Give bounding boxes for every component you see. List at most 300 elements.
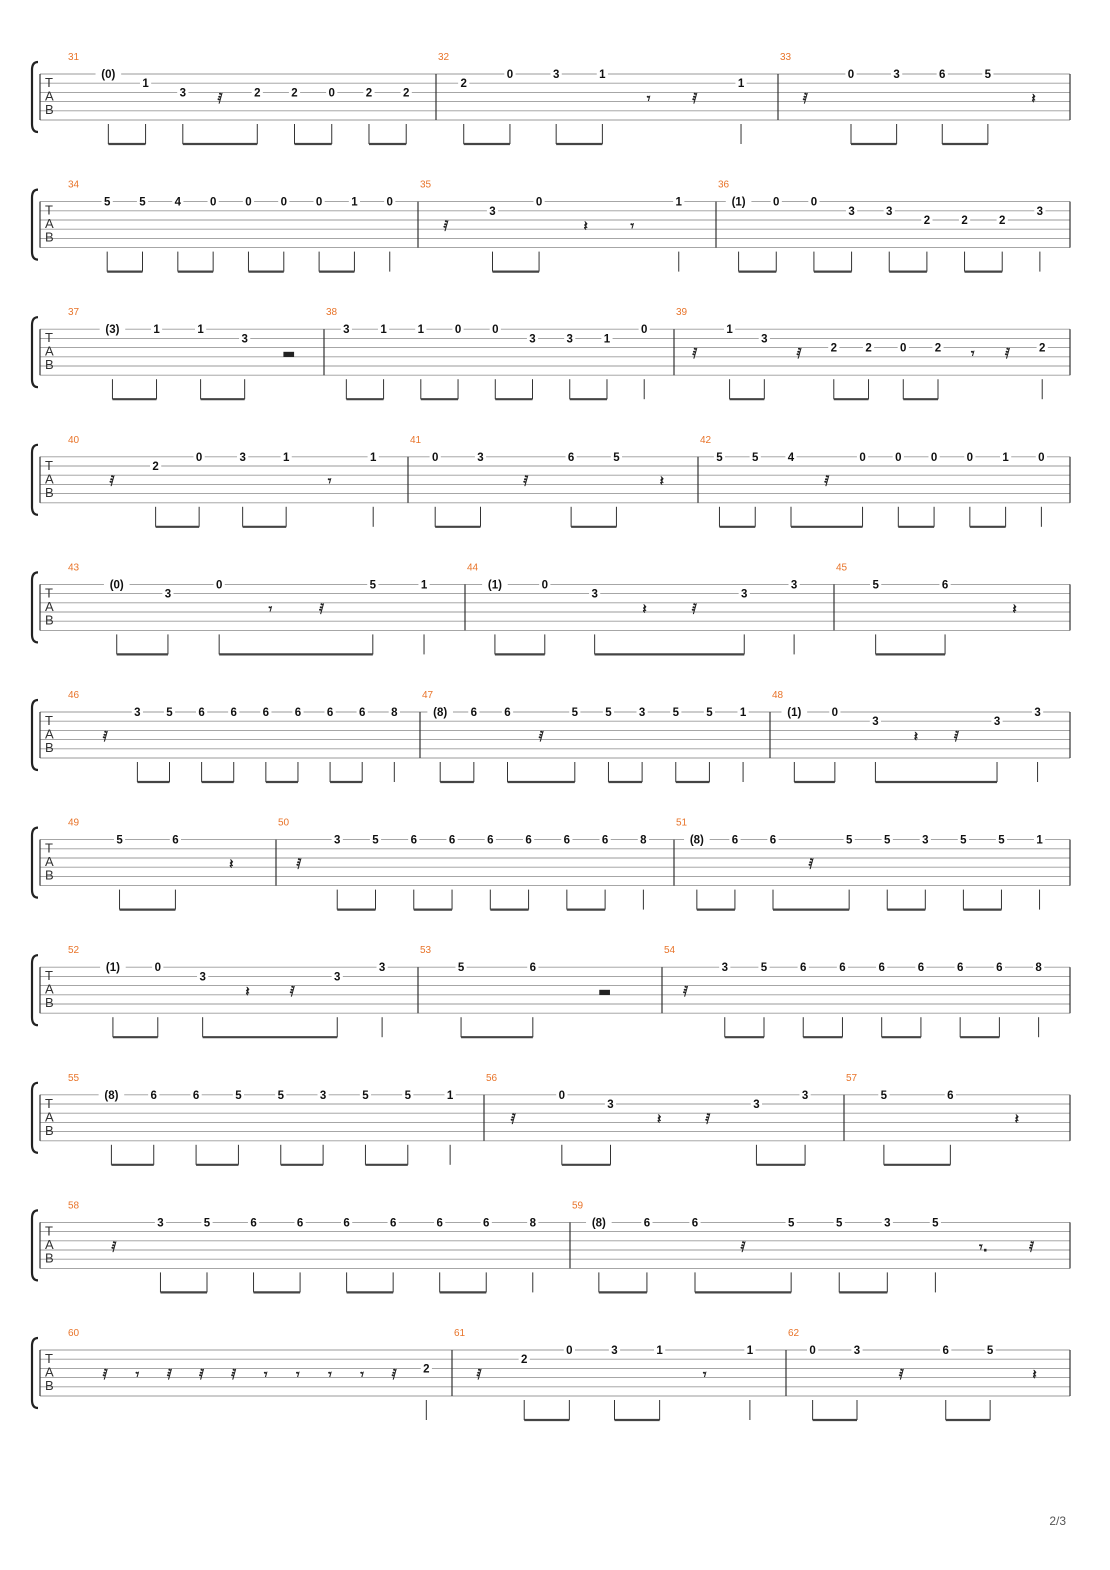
fret-number: 1 (603, 333, 611, 346)
fret-number: 6 (567, 451, 575, 464)
fret-number: 1 (197, 324, 204, 337)
tab-clef-letter: B (45, 357, 54, 373)
tab-clef-letter: B (45, 1378, 54, 1393)
fret-number: 5 (613, 451, 620, 464)
rest-symbol: 𝅀 (808, 856, 814, 873)
tab-clef-letter: B (45, 1122, 54, 1138)
fret-number: 0 (900, 342, 907, 355)
fret-number: 6 (470, 707, 478, 719)
fret-number: 1 (1036, 834, 1043, 847)
fret-number: 5 (139, 196, 146, 209)
tab-clef-letter: T (45, 840, 53, 856)
fret-number: 6 (389, 1217, 397, 1230)
measure-35 (420, 180, 716, 272)
fret-number: 5 (845, 834, 853, 847)
fret-number: 2 (934, 342, 942, 355)
fret-number: 5 (235, 1089, 242, 1102)
measure-37 (68, 307, 324, 399)
system-bracket (32, 700, 38, 770)
tab-clef-letter: A (45, 726, 54, 742)
fret-number: 6 (410, 834, 417, 847)
rest-symbol: ▬ (282, 346, 296, 363)
measure-46 (68, 690, 420, 782)
fret-number: 0 (831, 707, 839, 719)
fret-number: 3 (893, 69, 900, 81)
fret-number: 6 (525, 834, 532, 847)
fret-number: 5 (716, 451, 723, 464)
fret-number: 2 (152, 461, 159, 473)
fret-number: 5 (932, 1217, 939, 1230)
tab-clef-letter: B (45, 102, 54, 117)
fret-number: 2 (365, 87, 373, 100)
measure-53 (420, 945, 662, 1037)
fret-number: 0 (966, 451, 974, 464)
fret-number: 6 (436, 1217, 443, 1230)
fret-number: 6 (947, 1089, 954, 1102)
fret-number: 0 (558, 1089, 566, 1102)
rest-symbol: 𝅀 (898, 1366, 904, 1383)
tab-clef-letter: A (45, 981, 54, 997)
system-bracket (32, 572, 38, 642)
measure-number: 55 (68, 1072, 80, 1084)
measure-number: 58 (68, 1200, 80, 1212)
tab-clef-letter: T (45, 713, 53, 728)
fret-number: 3 (1036, 205, 1044, 218)
measure-number: 40 (68, 434, 80, 446)
fret-number: 6 (941, 579, 949, 592)
fret-number: 4 (174, 196, 182, 209)
rest-symbol: 𝅀 (319, 601, 325, 618)
fret-number: 6 (939, 69, 946, 81)
fret-number: 5 (986, 1345, 994, 1357)
rest-symbol: 𝅀 (111, 1239, 117, 1256)
fret-number: 6 (504, 707, 511, 719)
fret-number: 0 (195, 451, 203, 464)
fret-number: (1) (787, 707, 802, 719)
fret-number: 6 (942, 1345, 949, 1357)
fret-number: (8) (433, 707, 448, 719)
fret-number: 3 (334, 834, 341, 847)
rest-symbol: 𝄾. (978, 1239, 988, 1256)
rest-symbol: 𝅀 (1004, 346, 1011, 363)
tab-clef-letter: A (45, 598, 54, 614)
fret-number: 1 (726, 324, 733, 337)
rest-symbol: 𝄾 (135, 1366, 140, 1383)
measure-36 (718, 180, 1070, 272)
measure-32 (438, 52, 778, 144)
rest-symbol: 𝄽 (229, 856, 234, 873)
fret-number: 3 (801, 1089, 809, 1102)
tab-clef-letter: T (45, 330, 53, 346)
fret-number: 6 (691, 1217, 699, 1230)
fret-number: 6 (343, 1217, 350, 1230)
fret-number: 1 (351, 196, 358, 209)
fret-number: 1 (599, 69, 606, 81)
rest-symbol: 𝄽 (1014, 1111, 1019, 1128)
fret-number: 0 (859, 451, 866, 464)
measure-number: 52 (68, 945, 80, 957)
rest-symbol: 𝅀 (289, 984, 295, 1001)
fret-number: 6 (878, 962, 885, 975)
fret-number: 1 (142, 78, 149, 91)
tab-system (32, 1328, 1070, 1420)
rest-symbol: 𝅀 (953, 728, 960, 745)
fret-number: 4 (787, 451, 795, 464)
fret-number: 2 (961, 215, 968, 227)
fret-number: 5 (752, 451, 759, 464)
tab-clef-letter: B (45, 867, 54, 883)
measure-39 (676, 307, 1070, 399)
fret-number: 6 (192, 1089, 200, 1102)
fret-number: 5 (203, 1217, 211, 1230)
fret-number: 6 (150, 1089, 157, 1102)
fret-number: 2 (923, 215, 931, 227)
measure-31 (68, 52, 436, 144)
tab-clef-letter: B (45, 612, 54, 628)
rest-symbol: 𝅀 (296, 856, 302, 873)
rest-symbol: 𝅀 (199, 1366, 205, 1383)
rest-symbol: 𝄾 (702, 1366, 707, 1383)
fret-number: 3 (638, 707, 646, 719)
rest-symbol: 𝅀 (391, 1366, 397, 1383)
fret-number: 0 (386, 196, 393, 209)
fret-number: 6 (731, 834, 739, 847)
fret-number: 0 (431, 451, 439, 464)
fret-number: 5 (672, 707, 679, 719)
fret-number: 3 (199, 971, 206, 984)
rest-symbol: 𝅀 (231, 1366, 237, 1383)
fret-number: 0 (541, 579, 548, 592)
fret-number: 3 (790, 579, 798, 592)
fret-number: 5 (116, 834, 123, 847)
rest-symbol: 𝅀 (523, 473, 529, 490)
fret-number: 3 (566, 333, 573, 346)
fret-number: 0 (810, 196, 818, 209)
tab-system (32, 1073, 1070, 1165)
fret-number: 0 (847, 69, 855, 81)
fret-number: 3 (319, 1089, 327, 1102)
fret-number: 0 (245, 196, 252, 209)
tab-clef-letter: T (45, 1351, 53, 1366)
measure-number: 49 (68, 817, 80, 829)
tab-system (32, 180, 1070, 272)
rest-symbol: 𝅀 (102, 728, 108, 745)
measure-38 (326, 307, 674, 399)
tab-system (32, 307, 1070, 399)
rest-symbol: 𝄽 (1032, 1366, 1037, 1383)
fret-number: 6 (800, 962, 807, 975)
fret-number: 6 (172, 834, 179, 847)
fret-number: 5 (998, 834, 1005, 847)
tab-clef-letter: T (45, 202, 53, 218)
measure-58 (68, 1200, 570, 1292)
measure-42 (700, 435, 1070, 527)
fret-number: 3 (529, 333, 536, 346)
measure-number: 59 (572, 1200, 584, 1212)
fret-number: 6 (230, 707, 237, 719)
fret-number: 3 (157, 1217, 164, 1230)
measure-number: 47 (422, 690, 434, 701)
tab-clef-letter: T (45, 75, 53, 90)
fret-number: 5 (872, 579, 879, 592)
measure-40 (68, 435, 408, 527)
fret-number: 1 (746, 1345, 754, 1357)
tab-clef-letter: T (45, 968, 53, 984)
fret-number: 3 (741, 588, 748, 601)
fret-number: 2 (1039, 342, 1046, 355)
fret-number: 5 (277, 1089, 284, 1102)
fret-number: 1 (420, 579, 428, 592)
fret-number: 6 (294, 707, 302, 719)
system-bracket (32, 1083, 38, 1153)
fret-number: 5 (605, 707, 612, 719)
fret-number: 1 (656, 1345, 663, 1357)
fret-number: 0 (328, 87, 335, 100)
rest-symbol: 𝅀 (443, 218, 449, 235)
fret-number: 3 (922, 834, 929, 847)
fret-number: 3 (1034, 707, 1041, 719)
measure-33 (780, 52, 1070, 144)
tab-system (32, 435, 1070, 527)
fret-number: 3 (164, 588, 172, 601)
fret-number: 5 (404, 1089, 411, 1102)
measure-54 (664, 945, 1070, 1037)
tab-system (32, 562, 1070, 654)
tab-clef-letter: T (45, 457, 53, 473)
tab-clef-letter: T (45, 585, 53, 601)
rest-symbol: 𝄾 (296, 1366, 300, 1383)
tab-clef-letter: A (45, 1364, 54, 1380)
fret-number: 0 (280, 196, 287, 209)
fret-number: 6 (250, 1217, 257, 1230)
measure-number: 62 (788, 1328, 800, 1339)
measure-48 (772, 690, 1070, 782)
system-bracket (32, 955, 38, 1025)
tab-clef-letter: A (45, 1236, 54, 1252)
tab-clef-letter: A (45, 1109, 54, 1125)
fret-number: (8) (591, 1217, 606, 1230)
rest-symbol: 𝄾 (327, 473, 332, 490)
tab-system (32, 52, 1070, 144)
rest-symbol: 𝅀 (824, 473, 830, 490)
fret-number: 6 (198, 707, 205, 719)
fret-number: 6 (326, 707, 334, 719)
system-bracket (32, 1338, 38, 1408)
fret-number: 2 (521, 1354, 528, 1367)
tab-clef-letter: A (45, 216, 54, 232)
measure-number: 48 (772, 690, 784, 701)
rest-symbol: 𝄾 (328, 1366, 332, 1383)
rest-symbol: 𝄽 (913, 728, 919, 745)
page-number: 2/3 (1049, 1514, 1066, 1528)
fret-number: 2 (423, 1363, 430, 1376)
fret-number: 0 (566, 1345, 573, 1357)
rest-symbol: 𝅀 (217, 90, 223, 107)
fret-number: 1 (153, 324, 160, 337)
rest-symbol: 𝄽 (1031, 90, 1036, 107)
rest-symbol: 𝄾 (646, 90, 651, 107)
fret-number: 3 (761, 333, 768, 346)
fret-number: 3 (848, 205, 855, 218)
fret-number: 1 (739, 707, 747, 719)
fret-number: 6 (601, 834, 609, 847)
rest-symbol: 𝄾 (970, 346, 975, 363)
tab-clef-letter: B (45, 1250, 54, 1266)
fret-number: 2 (830, 342, 837, 355)
fret-number: 0 (506, 69, 514, 81)
measure-number: 54 (664, 945, 676, 957)
fret-number: 5 (571, 707, 579, 719)
measure-number: 61 (454, 1328, 466, 1339)
tab-clef-letter: T (45, 1095, 53, 1111)
fret-number: 3 (134, 707, 141, 719)
fret-number: 3 (239, 451, 246, 464)
fret-number: 6 (487, 834, 494, 847)
tab-system (32, 945, 1070, 1037)
fret-number: (8) (104, 1089, 119, 1102)
fret-number: 3 (853, 1345, 861, 1357)
fret-number: 6 (296, 1217, 304, 1230)
measure-45 (836, 562, 1070, 654)
measure-47 (422, 690, 770, 782)
fret-number: 6 (769, 834, 777, 847)
fret-number: 6 (483, 1217, 490, 1230)
fret-number: (3) (105, 324, 120, 337)
fret-number: 6 (262, 707, 270, 719)
measure-number: 43 (68, 562, 80, 574)
measure-62 (788, 1328, 1070, 1420)
fret-number: 3 (334, 971, 341, 984)
rest-symbol: 𝄾 (360, 1366, 364, 1383)
system-bracket (32, 828, 38, 898)
tab-system (32, 690, 1070, 782)
measure-51 (676, 818, 1070, 910)
measure-number: 31 (68, 52, 80, 63)
measure-number: 60 (68, 1328, 80, 1339)
measure-number: 44 (467, 562, 479, 574)
fret-number: 0 (1038, 451, 1045, 464)
fret-number: 3 (884, 1217, 891, 1230)
fret-number: 0 (209, 196, 217, 209)
fret-number: 0 (535, 196, 543, 209)
fret-number: 6 (529, 962, 537, 975)
rest-symbol: 𝅀 (802, 90, 808, 107)
fret-number: 5 (787, 1217, 795, 1230)
fret-number: 1 (675, 196, 682, 209)
fret-number: 0 (454, 324, 462, 337)
rest-symbol: 𝄾 (268, 601, 273, 618)
measure-number: 37 (68, 307, 80, 319)
tab-clef-letter: A (45, 343, 54, 359)
fret-number: 2 (403, 87, 410, 100)
rest-symbol: 𝄽 (583, 218, 588, 235)
fret-number: 3 (591, 588, 598, 601)
fret-number: 5 (760, 962, 768, 975)
measure-number: 57 (846, 1072, 858, 1084)
fret-number: 3 (753, 1099, 760, 1111)
fret-number: 3 (721, 962, 728, 975)
measure-number: 53 (420, 945, 432, 957)
fret-number: 5 (166, 707, 173, 719)
fret-number: 5 (706, 707, 713, 719)
fret-number: (0) (109, 579, 124, 592)
fret-number: 2 (865, 342, 872, 355)
rest-symbol: 𝄽 (656, 1111, 662, 1128)
fret-number: 8 (640, 834, 647, 847)
system-bracket (32, 190, 38, 260)
measure-61 (454, 1328, 786, 1420)
rest-symbol: 𝅀 (109, 473, 115, 490)
fret-number: 1 (1002, 451, 1009, 464)
system-bracket (32, 62, 38, 132)
fret-number: 3 (872, 716, 879, 729)
fret-number: 5 (457, 962, 465, 975)
fret-number: (8) (689, 834, 704, 847)
measure-number: 32 (438, 52, 450, 63)
fret-number: 8 (1035, 962, 1042, 975)
measure-number: 38 (326, 307, 338, 319)
measure-number: 50 (278, 817, 290, 829)
fret-number: 3 (343, 324, 350, 337)
tab-clef-letter: A (45, 854, 54, 870)
rest-symbol: 𝅀 (682, 984, 689, 1001)
rest-symbol: 𝅀 (692, 346, 698, 363)
measure-55 (68, 1073, 484, 1165)
fret-number: (1) (731, 196, 746, 209)
fret-number: 6 (563, 834, 571, 847)
measure-number: 33 (780, 52, 792, 63)
fret-number: 5 (984, 69, 992, 81)
measure-59 (572, 1200, 1070, 1292)
fret-number: (1) (487, 579, 502, 592)
rest-symbol: 𝅀 (692, 90, 698, 107)
fret-number: 5 (884, 834, 891, 847)
fret-number: 0 (895, 451, 902, 464)
rest-symbol: 𝄽 (1012, 601, 1017, 618)
rest-symbol: 𝄾 (263, 1366, 268, 1383)
fret-number: 8 (529, 1217, 536, 1230)
measure-43 (68, 562, 465, 654)
fret-number: 0 (492, 324, 499, 337)
fret-number: 5 (372, 834, 379, 847)
fret-number: 3 (179, 87, 187, 100)
system-bracket (32, 445, 38, 515)
tab-system (32, 818, 1070, 910)
fret-number: 1 (282, 451, 290, 464)
fret-number: 6 (643, 1217, 651, 1230)
fret-number: 0 (809, 1345, 816, 1357)
tab-clef-letter: B (45, 484, 54, 500)
fret-number: 6 (917, 962, 925, 975)
tab-clef-letter: A (45, 471, 54, 487)
measure-number: 35 (420, 179, 432, 191)
fret-number: 6 (839, 962, 846, 975)
rest-symbol: 𝅀 (510, 1111, 516, 1128)
fret-number: 3 (993, 716, 1001, 729)
tab-clef-letter: T (45, 1223, 53, 1239)
fret-number: 3 (611, 1345, 618, 1357)
fret-number: 2 (254, 87, 261, 100)
fret-number: 3 (241, 333, 248, 346)
fret-number: 6 (358, 707, 366, 719)
fret-number: 5 (103, 196, 111, 209)
measure-41 (410, 435, 698, 527)
fret-number: 2 (291, 87, 298, 100)
rest-symbol: 𝅀 (166, 1366, 173, 1383)
tab-system (32, 1200, 1070, 1292)
fret-number: 0 (215, 579, 223, 592)
fret-number: 0 (315, 196, 323, 209)
